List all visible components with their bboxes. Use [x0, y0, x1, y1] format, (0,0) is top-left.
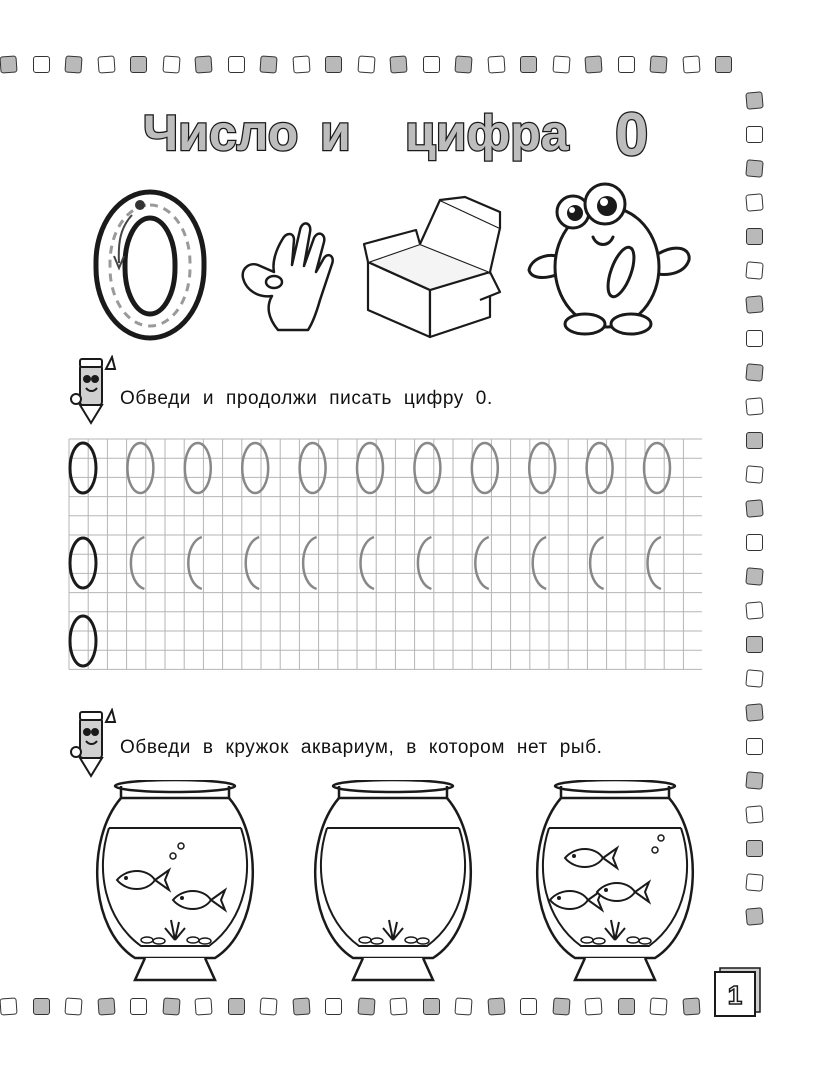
- border-square: [520, 998, 537, 1015]
- border-square: [487, 55, 505, 73]
- border-square: [259, 55, 277, 73]
- border-square: [618, 56, 635, 73]
- border-square: [423, 998, 440, 1015]
- title-word-digit: цифра: [405, 105, 569, 161]
- border-square: [746, 840, 763, 857]
- sample-zero: [70, 538, 96, 588]
- trace-half-zero: [361, 537, 375, 589]
- border-square: [745, 363, 763, 381]
- border-square: [325, 998, 342, 1015]
- trace-half-zero: [475, 537, 489, 589]
- task2-instruction: Обведи в кружок аквариум, в котором нет рыб.: [120, 737, 603, 758]
- border-square: [357, 997, 375, 1015]
- border-square: [746, 330, 763, 347]
- pencil-mascot-icon: [70, 355, 120, 425]
- border-square: [33, 56, 50, 73]
- trace-zero-big-icon: [92, 188, 208, 343]
- task1-instruction: Обведи и продолжи писать цифру 0.: [120, 388, 493, 409]
- border-square: [745, 907, 763, 925]
- border-square: [649, 55, 667, 73]
- border-square: [259, 997, 277, 1015]
- trace-zero: [357, 443, 383, 493]
- pencil-mascot-icon: [70, 708, 120, 778]
- trace-zero: [242, 443, 268, 493]
- trace-half-zero: [418, 537, 432, 589]
- border-square: [715, 56, 732, 73]
- border-square: [745, 397, 763, 415]
- border-square: [228, 56, 245, 73]
- border-square: [454, 55, 472, 73]
- empty-box-icon: [360, 192, 505, 340]
- border-square: [745, 193, 763, 211]
- ok-hand-icon: [238, 210, 338, 340]
- border-square: [64, 997, 82, 1015]
- border-square: [454, 997, 472, 1015]
- border-square: [745, 295, 763, 313]
- border-square: [745, 567, 763, 585]
- border-square: [584, 997, 602, 1015]
- border-square: [292, 55, 310, 73]
- border-square: [745, 873, 763, 891]
- border-square: [745, 771, 763, 789]
- border-square: [745, 601, 763, 619]
- border-square: [745, 669, 763, 687]
- border-square: [162, 997, 180, 1015]
- sample-zero: [70, 616, 96, 666]
- border-square: [423, 56, 440, 73]
- aquariums: [95, 780, 715, 995]
- border-square: [357, 55, 375, 73]
- border-square: [745, 805, 763, 823]
- trace-zero: [472, 443, 498, 493]
- border-square: [487, 997, 505, 1015]
- border-square: [325, 56, 342, 73]
- border-square: [552, 997, 570, 1015]
- border-square: [389, 55, 407, 73]
- trace-half-zero: [590, 537, 604, 589]
- border-square: [745, 703, 763, 721]
- border-square: [292, 997, 310, 1015]
- border-square: [64, 55, 82, 73]
- border-square: [194, 55, 212, 73]
- border-square: [97, 997, 115, 1015]
- border-square: [682, 997, 700, 1015]
- trace-zero: [127, 443, 153, 493]
- border-square: [746, 228, 763, 245]
- border-square: [130, 56, 147, 73]
- trace-half-zero: [648, 537, 662, 589]
- border-square: [130, 998, 147, 1015]
- trace-half-zero: [246, 537, 260, 589]
- trace-zero: [529, 443, 555, 493]
- border-square: [520, 56, 537, 73]
- trace-half-zero: [131, 537, 145, 589]
- border-square: [745, 499, 763, 517]
- title-digit-zero: 0: [615, 101, 649, 168]
- title-word-number: Число: [143, 105, 299, 161]
- trace-half-zero: [303, 537, 317, 589]
- trace-zero: [414, 443, 440, 493]
- border-square: [746, 636, 763, 653]
- border-square: [194, 997, 212, 1015]
- border-square: [33, 998, 50, 1015]
- page-number-box: [713, 966, 763, 1018]
- border-square: [552, 55, 570, 73]
- writing-grid[interactable]: [68, 438, 702, 670]
- zero-character-icon: [525, 182, 695, 337]
- border-square: [745, 261, 763, 279]
- title-word-and: и: [320, 105, 351, 161]
- border-square: [0, 997, 18, 1015]
- trace-zero: [300, 443, 326, 493]
- border-square: [746, 534, 763, 551]
- border-square: [618, 998, 635, 1015]
- border-square: [584, 55, 602, 73]
- border-square: [228, 998, 245, 1015]
- border-square: [389, 997, 407, 1015]
- page-number: 1: [727, 980, 743, 1010]
- border-square: [162, 55, 180, 73]
- border-square: [745, 465, 763, 483]
- trace-half-zero: [188, 537, 202, 589]
- border-square: [682, 55, 700, 73]
- sample-zero: [70, 443, 96, 493]
- trace-half-zero: [533, 537, 547, 589]
- border-square: [649, 997, 667, 1015]
- page-title: [0, 98, 822, 168]
- border-square: [97, 55, 115, 73]
- trace-zero: [185, 443, 211, 493]
- trace-zero: [644, 443, 670, 493]
- trace-zero: [587, 443, 613, 493]
- border-square: [0, 55, 18, 73]
- border-square: [746, 738, 763, 755]
- border-square: [746, 432, 763, 449]
